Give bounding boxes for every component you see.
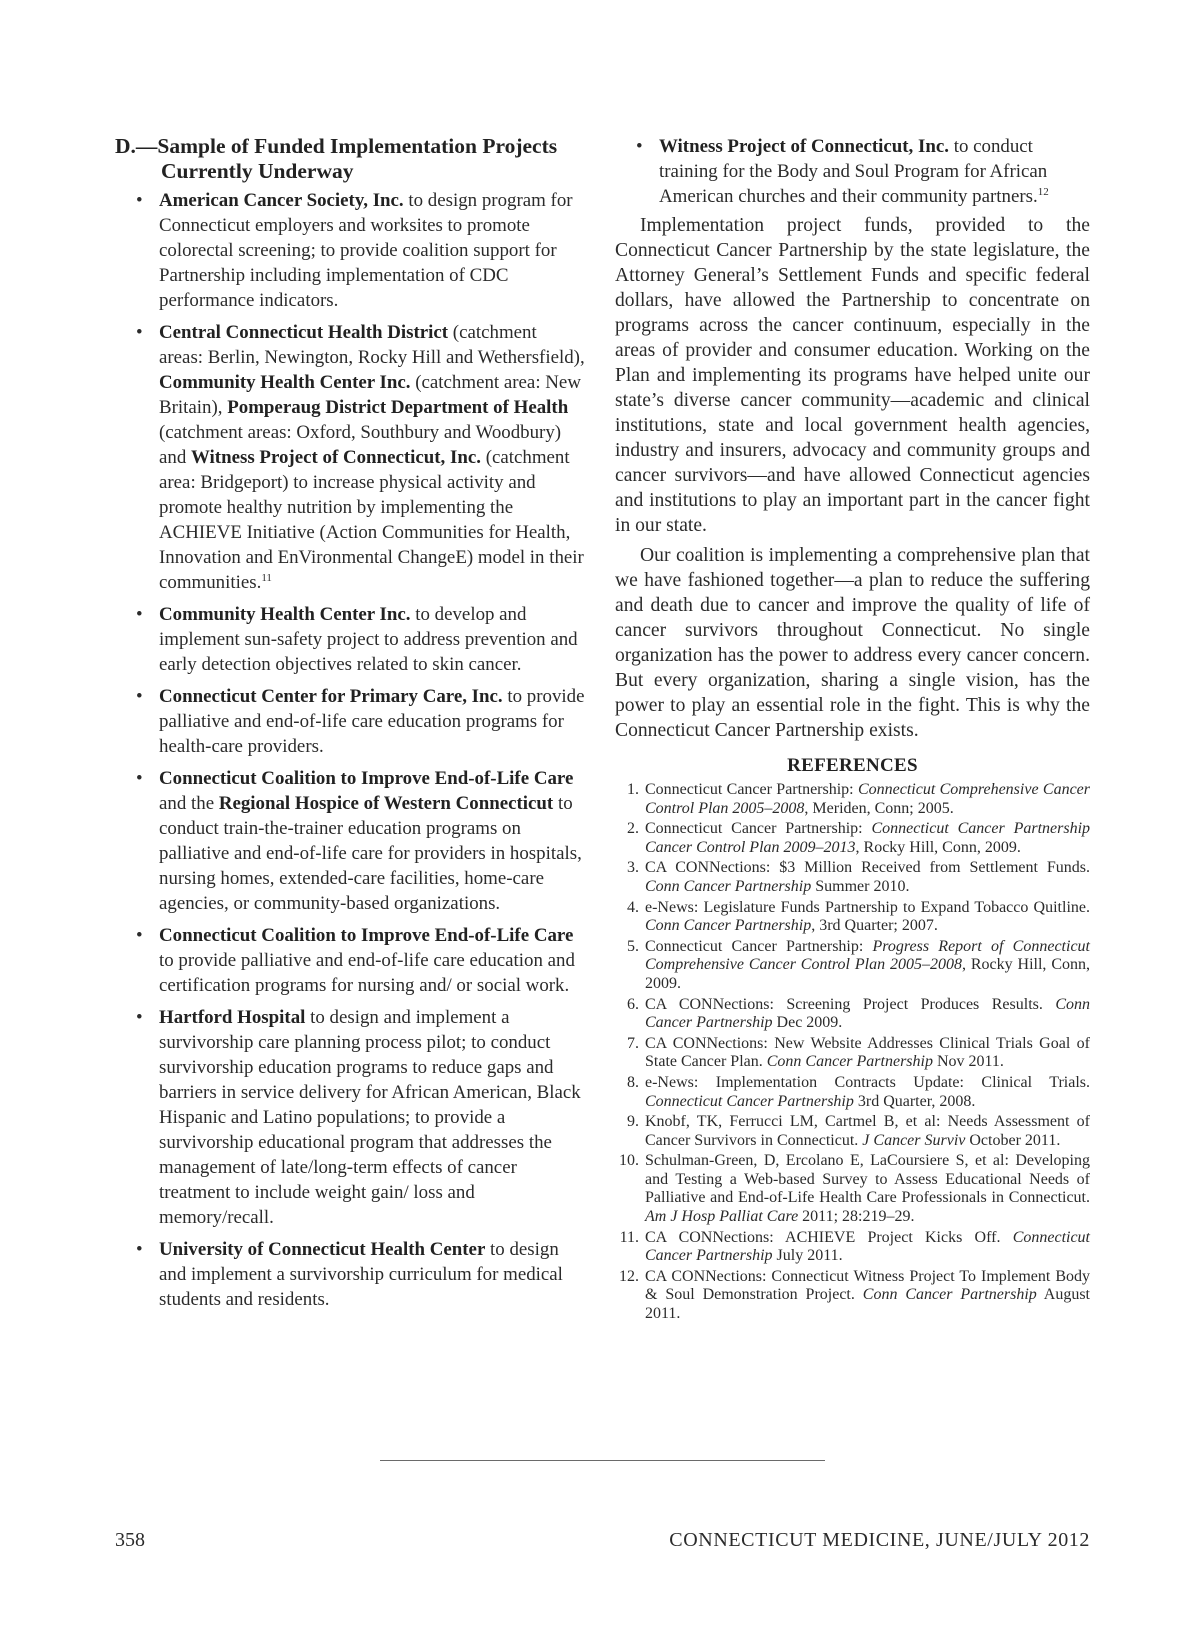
bullet-icon: • (136, 604, 143, 625)
reference-number: 3. (627, 859, 639, 877)
publication-title: Conn Cancer Partnership (862, 1286, 1037, 1304)
text-run: Connecticut Cancer Partnership: (645, 781, 858, 798)
bullet-icon: • (136, 1239, 143, 1260)
section-heading: D.—Sample of Funded Implementation Projects Currently Underway (115, 134, 558, 183)
page-number: 358 (115, 1529, 145, 1551)
text-run: CA CONNections: Screening Project Produces Results. (645, 995, 1056, 1013)
publication-title: Am J Hosp Palliat Care (645, 1208, 799, 1226)
organization-name: Witness Project of Connecticut, Inc. (659, 136, 949, 157)
list-item (615, 134, 1090, 209)
reference-number: 8. (627, 1073, 639, 1091)
bullet-icon: • (136, 1007, 143, 1028)
list-item (115, 188, 585, 313)
text-run: CA CONNections: ACHIEVE Project Kicks Off. (645, 1228, 1013, 1246)
organization-name: Connecticut Center for Primary Care, Inc. (159, 686, 503, 707)
list-item (115, 602, 585, 677)
text-run: Schulman-Green, D, Ercolano E, LaCoursiere S, et al: Developing and Testing a Web-based Survey to Assess Educational Needs of Palliative and End-of-Life Health Care Professionals in Connecticut. (645, 1152, 1090, 1207)
text-run: July 2011. (772, 1247, 843, 1265)
reference-item (615, 899, 1090, 936)
text-run: Dec 2009. (772, 1014, 843, 1032)
text-run: 2011; 28:219–29. (798, 1208, 915, 1226)
references-list (615, 781, 1090, 1324)
text-run: and the (159, 793, 219, 814)
text-run: October 2011. (965, 1131, 1061, 1149)
organization-name: Hartford Hospital (159, 1007, 306, 1028)
reference-number: 2. (627, 820, 639, 838)
bullet-icon: • (136, 925, 143, 946)
organization-name: Community Health Center Inc. (159, 372, 411, 393)
bullet-icon: • (136, 322, 143, 343)
reference-item (615, 1152, 1090, 1226)
text-run: Connecticut Cancer Partnership: (645, 937, 873, 955)
text-run: , Rocky Hill, Conn, 2009. (855, 838, 1021, 856)
organization-name: Connecticut Coalition to Improve End-of-Life Care (159, 925, 574, 946)
text-run: to provide palliative and end-of-life care education programs for health-care providers. (159, 686, 585, 757)
list-item (115, 684, 585, 759)
publication-title: Conn Cancer Partnership (645, 917, 812, 935)
publication-title: Connecticut Comprehensive Cancer Control Plan 2005–2008 (645, 781, 1091, 817)
text-run: CA CONNections: Connecticut Witness Project To Implement Body & Soul Demonstration Project. (645, 1267, 1090, 1304)
text-run: (catchment areas: Oxford, Southbury and Woodbury) and (159, 422, 562, 468)
publication-title: Progress Report of Connecticut Comprehensive Cancer Control Plan 2005–2008 (645, 937, 1090, 974)
reference-item (615, 1268, 1090, 1324)
reference-item (615, 781, 1090, 818)
text-run: (catchment area: New Britain), (159, 372, 581, 418)
reference-number: 9. (627, 1113, 639, 1131)
text-run: to provide palliative and end-of-life care education and certification programs for nursing and/ or social work. (159, 950, 575, 996)
text-run: to design program for Connecticut employers and worksites to promote colorectal screening; to provide coalition support for Partnership including implementation of CDC performance indicators. (159, 190, 573, 311)
references-heading: REFERENCES (787, 755, 918, 776)
footnote-marker: 11 (261, 572, 272, 584)
list-item (115, 923, 585, 998)
bullet-icon: • (136, 686, 143, 707)
organization-name: University of Connecticut Health Center (159, 1239, 486, 1260)
reference-item (615, 996, 1090, 1033)
reference-number: 5. (627, 937, 639, 955)
text-run: (catchment areas: Berlin, Newington, Rocky Hill and Wethersfield), (159, 322, 585, 368)
text-run: CA CONNections: $3 Million Received from Settlement Funds. (645, 859, 1090, 877)
text-run: e-News: Implementation Contracts Update: Clinical Trials. (645, 1073, 1090, 1091)
reference-number: 4. (627, 898, 639, 916)
right-column (615, 134, 1090, 1326)
body-paragraph: Our coalition is implementing a comprehensive plan that we have fashioned together—a plan to reduce the suffering and death due to cancer and improve the quality of life of cancer survivors throughout Connecticut. No single organization has the power to address every cancer concern. But every organization, sharing a single vision, has the power to play an essential role in the fight. This is why the Connecticut Cancer Partnership exists. (615, 545, 1090, 741)
list-item (115, 766, 585, 916)
text-run: August 2011. (645, 1286, 1090, 1323)
body-paragraph: Implementation project funds, provided to the Connecticut Cancer Partnership by the state legislature, the Attorney General’s Settlement Funds and specific federal dollars, have allowed the Partnership to concentrate on programs across the cancer continuum, especially in the areas of provider and consumer education. Working on the Plan and implementing its programs have helped unite our state’s diverse cancer community—academic and clinical institutions, state and local government health agencies, industry and insurers, advocacy and community groups and cancer survivors—and have allowed Connecticut agencies and institutions to play an important part in the cancer fight in our state. (615, 215, 1090, 536)
list-item (115, 320, 585, 595)
reference-item (615, 820, 1090, 857)
text-run: e-News: Legislature Funds Partnership to Expand Tobacco Quitline. (645, 898, 1090, 916)
publication-title: Conn Cancer Partnership (766, 1053, 933, 1071)
left-column (115, 134, 585, 1319)
publication-title: Connecticut Cancer Partnership (645, 1092, 854, 1110)
text-run: Nov 2011. (932, 1053, 1004, 1071)
organization-name: Pomperaug District Department of Health (227, 397, 569, 418)
publication-title: Connecticut Cancer Partnership Cancer Control Plan 2009–2013 (645, 820, 1091, 856)
reference-item (615, 938, 1090, 994)
text-run: CA CONNections: New Website Addresses Clinical Trials Goal of State Cancer Plan. (645, 1034, 1090, 1071)
reference-number: 7. (627, 1034, 639, 1052)
bullet-icon: • (136, 768, 143, 789)
text-run: 3rd Quarter, 2008. (853, 1092, 976, 1110)
reference-number: 6. (627, 995, 639, 1013)
text-run: Knobf, TK, Ferrucci LM, Cartmel B, et al: Needs Assessment of Cancer Survivors in Connecticut. (645, 1113, 1090, 1149)
project-list-continued (615, 134, 1090, 209)
reference-item (615, 859, 1090, 896)
footer-divider (380, 1460, 825, 1461)
text-run: Connecticut Cancer Partnership: (645, 820, 872, 838)
text-run: , Meriden, Conn; 2005. (804, 799, 954, 817)
publication-title: Conn Cancer Partnership (645, 995, 1090, 1032)
publication-title: Connecticut Cancer Partnership (645, 1228, 1090, 1265)
list-item (115, 1237, 585, 1312)
text-run: to design and implement a survivorship care planning process pilot; to conduct survivorship education programs to reduce gaps and barriers in service delivery for African American, Black Hispanic and Latino populations; to provide a survivorship educational program that addresses the management of late/long-term effects of cancer treatment to include weight gain/ loss and memory/recall. (159, 1007, 581, 1228)
text-run: to design and implement a survivorship curriculum for medical students and residents. (159, 1239, 563, 1310)
text-run: , Rocky Hill, Conn, 2009. (645, 956, 1090, 992)
organization-name: Connecticut Coalition to Improve End-of-Life Care (159, 768, 574, 789)
text-run: to develop and implement sun-safety project to address prevention and early detection objectives related to skin cancer. (159, 604, 578, 675)
reference-item (615, 1113, 1090, 1150)
organization-name: American Cancer Society, Inc. (159, 190, 404, 211)
text-run: Summer 2010. (811, 877, 910, 895)
publication-title: J Cancer Surviv (862, 1131, 966, 1149)
text-run: to conduct train-the-trainer education programs on palliative and end-of-life care for providers in hospitals, nursing homes, extended-care facilities, home-care agencies, or community-based organizations. (159, 793, 582, 914)
journal-footer: CONNECTICUT MEDICINE, JUNE/JULY 2012 (669, 1529, 1090, 1551)
list-item (115, 1005, 585, 1230)
organization-name: Witness Project of Connecticut, Inc. (191, 447, 481, 468)
publication-title: Conn Cancer Partnership (645, 877, 812, 895)
reference-number: 11. (619, 1228, 639, 1246)
reference-number: 12. (619, 1267, 639, 1285)
text-run: to conduct training for the Body and Soul Program for African American churches and their community partners. (659, 136, 1048, 207)
footnote-marker: 12 (1037, 186, 1049, 198)
organization-name: Community Health Center Inc. (159, 604, 411, 625)
organization-name: Central Connecticut Health District (159, 322, 449, 343)
reference-item (615, 1229, 1090, 1266)
reference-number: 10. (619, 1152, 639, 1170)
reference-item (615, 1035, 1090, 1072)
text-run: , 3rd Quarter; 2007. (811, 917, 938, 935)
reference-item (615, 1074, 1090, 1111)
project-list (115, 188, 585, 1312)
organization-name: Regional Hospice of Western Connecticut (218, 793, 554, 814)
bullet-icon: • (136, 190, 143, 211)
reference-number: 1. (627, 781, 639, 798)
bullet-icon: • (636, 136, 643, 157)
text-run: (catchment area: Bridgeport) to increase physical activity and promote healthy nutrition by implementing the ACHIEVE Initiative (Action Communities for Health, Innovation and EnVironmental ChangeE) model in their communities. (159, 447, 584, 593)
